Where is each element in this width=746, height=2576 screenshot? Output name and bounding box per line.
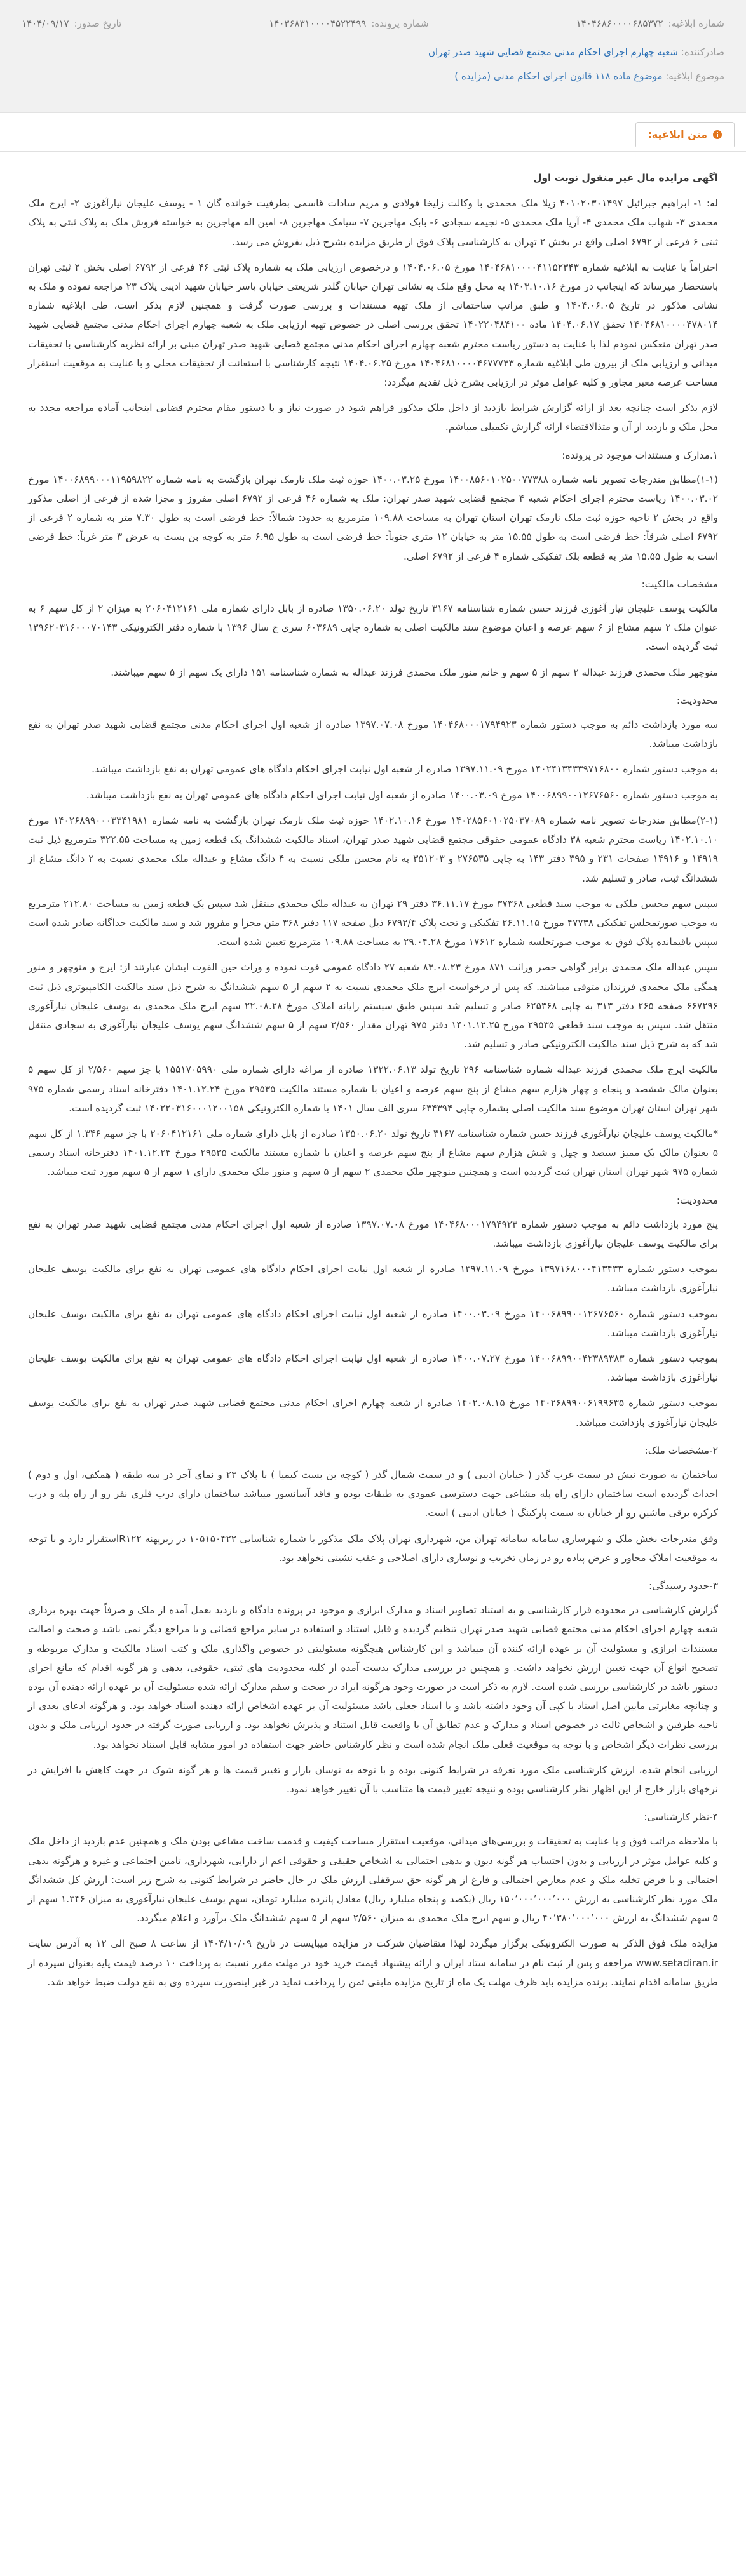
- paragraph: منوچهر ملک محمدی فرزند عبداله ۲ سهم از ۵ سهم و خانم منور ملک محمدی فرزند عبداله به شماره شناسنامه ۱۵۱ دارای یک سهم از ۵ سهم میباشند.: [111, 666, 718, 678]
- tab-notice-text-label: متن ابلاغیه:: [648, 128, 707, 140]
- paragraph: ساختمان به صورت نبش در سمت غرب گذر ( خیابان ادیبی ) و در سمت شمال گذر ( کوچه بن بست کیمیا ) با پلاک ۲۳ و نمای آجر در سه طبقه ( همکف، اول و دوم ) احداث گردیده است ساختمان دارای راه پله مشاعی جهت دسترسی عمودی به طبقات بوده و فاقد آسانسور میباشد ساختمان دارای درب فلزی نفر رو از راه پله و درب کرکره برقی ماشین رو از خیابان به سمت پارکینگ ( خیابان ادیبی ) است.: [28, 1468, 719, 1519]
- case-number-value: ۱۴۰۳۶۸۳۱۰۰۰۰۴۵۲۲۴۹۹: [269, 18, 367, 29]
- notice-header: [0, 0, 746, 113]
- paragraph: بموجب دستور شماره ۱۴۰۰۶۸۹۹۰۰۱۲۶۷۶۵۶۰ مورخ ۱۴۰۰.۰۳.۰۹ صادره از شعبه اول نیابت اجرای احکام دادگاه های عمومی تهران به نفع برای مالکیت یوسف علیجان نیارآغوزی بازداشت میباشد.: [28, 1308, 718, 1339]
- issuer-value: شعبه چهارم اجرای احکام مدنی مجتمع قضایی شهید صدر تهران: [428, 46, 678, 58]
- paragraph: احتراماً با عنایت به ابلاغیه شماره ۱۴۰۴۶۸۱۰۰۰۰۴۱۱۵۲۳۴۳ مورخ ۱۴۰۴.۰۶.۰۵ و درخصوص ارزیابی ملک به شماره پلاک ثبتی ۴۶ فرعی از ۶۷۹۲ اصلی بخش ۲ ثبتی تهران باستحضار میرساند که اینجانب در مورخ ۱۴۰۳.۱۰.۱۶ به محل وقع ملک به نشانی تهران خیابان گلدر شریعتی خیابان یاسر خیابان شهید ادیبی پلاک ۲۳ مراجعه نموده و ملک به نشانی مذکور در تاریخ ۱۴۰۴.۰۶.۰۵ و طبق مراتب ساختمانی از ملک تهیه مستندات و بررسی صورت گرفت و همچنین لازم بذکر است، طی ابلاغیه شماره ۱۴۰۴۶۸۱۰۰۰۰۴۷۸۰۱۴ تحقق ۱۴۰۴.۰۶.۱۷ ماده ۱۴۰۲۲۰۴۸۴۱۰۰ تحقق بررسی اصلی در خصوص تهیه ارزیابی ملک به شعبه چهارم اجرای احکام مدنی مجتمع قضایی شهید صدر تهران منعکس نمودم لذا با عنایت به دستور ریاست محترم شعبه چهارم اجرای احکام مدنی مجتمع قضایی شهید صدر تهران مبنی بر ارائه نظریه کارشناسی با تحقیقات میدانی و ارزیابی ملک از بیرون طی ابلاغیه شماره ۱۴۰۴۶۸۱۰۰۰۰۴۶۷۷۷۳۳ مورخ ۱۴۰۴.۰۶.۲۵ نتیجه کارشناسی با استعانت از تحقیقات محلی و با عنایت به موقعیت استقرار مساحت عرصه معبر مجاور و کلیه عوامل موثر در ارزیابی بشرح ذیل تقدیم میگردد:: [28, 261, 719, 389]
- tab-notice-text[interactable]: [635, 122, 735, 147]
- paragraph: بموجب دستور شماره ۱۴۰۲۶۸۹۹۰۰۶۱۹۹۶۳۵ مورخ ۱۴۰۲.۰۸.۱۵ صادره از شعبه چهارم اجرای احکام مدنی مجتمع قضایی شهید صدر تهران به نفع برای مالکیت یوسف علیجان نیارآغوزی بازداشت میباشد.: [28, 1397, 718, 1428]
- paragraph: سپس سهم محسن ملکی به موجب سند قطعی ۳۷۳۶۸ مورخ ۳۶.۱۱.۱۷ دفتر ۲۹ تهران به عبداله ملک محمدی منتقل شد سپس یک قطعه زمین به مساحت ۲۱۲.۸۰ مترمربع به موجب صورتمجلس تفکیکی ۴۷۷۳۸ مورخ ۲۶.۱۱.۱۵ تفکیکی و تحت پلاک ۶۷۹۲/۴ ذیل صفحه ۱۱۷ دفتر ۳۶۸ متن مجزا و مفروز شد و سند مالکیت جداگانه صادر شده است سپس باقیمانده پلاک فوق به موجب صورتجلسه شماره ۱۷۶۱۲ مورخ ۲۹.۰۴.۲۸ به مساحت ۱۰۹.۸۸ مترمربع تعیین شده است.: [28, 897, 718, 948]
- case-number-label: شماره پرونده:: [371, 18, 429, 29]
- notice-number: [576, 17, 724, 30]
- section-heading: ۴-نظر کارشناسی:: [644, 1811, 718, 1823]
- paragraph: مزایده ملک فوق الذکر به صورت الکترونیکی برگزار میگردد لهذا متقاضیان شرکت در مزایده میبایست در تاریخ ۱۴۰۴/۱۰/۰۹ از ساعت ۸ صبح الی ۱۲ به آدرس سایت www.setadiran.ir مراجعه و پس از ثبت نام در سامانه ستاد ایران و ارائه پیشنهاد قیمت خرید خود در مهلت مقرر نسبت به پرداخت ۱۰ درصد قیمت پایه بعنوان سپرده از طریق سامانه اقدام نمایند. برنده مزایده باید ظرف مهلت یک ماه از تاریخ مزایده مابقی ثمن را پرداخت نماید در غیر اینصورت سپرده وی به نفع دولت ضبط خواهد شد.: [28, 1938, 718, 1988]
- paragraph: له: ۱- ابراهیم جبرائیل ۴۰۱۰۲۰۳۰۱۴۹۷ زیلا ملک محمدی با وکالت زلیخا فولادی و مریم سادات قاسمی بطرفیت خوانده گان ۱ - یوسف علیجان نیارآغوزی ۲- ایرج ملک محمدی ۳- شهاب ملک محمدی ۴- آریا ملک محمدی ۵- نجیمه سجادی ۶- بابک مهاجرین ۷- سیامک مهاجرین ۸- امین اله مهاجرین به خواسته فروش ملک به پلاک ثبتی به پلاک ثبتی ۶ فرعی از ۶۷۹۲ اصلی واقع در بخش ۲ تهران به کارشناسی پلاک فوق از طریق مزایده بشرح ذیل بفروش می رسد.: [28, 198, 719, 248]
- notice-body: [0, 152, 746, 1992]
- paragraph: سه مورد بازداشت دائم به موجب دستور شماره ۱۴۰۴۶۸۰۰۰۱۷۹۴۹۲۳ مورخ ۱۳۹۷.۰۷.۰۸ صادره از شعبه اول اجرای احکام مدنی مجتمع قضایی شهید صدر تهران به نفع بازداشت میباشد.: [28, 719, 718, 750]
- paragraph: *مالکیت یوسف علیجان نیارآغوزی فرزند حسن شماره شناسنامه ۳۱۶۷ تاریخ تولد ۱۳۵۰.۰۶.۲۰ صادره از بابل دارای شماره ملی ۲۰۶۰۴۱۲۱۶۱ با جز سهم ۱.۳۴۶ از کل سهم ۵ بعنوان مالک یک ممیز سیصد و چهل و شش هزارم سهم مشاع از پنج سهم عرصه و اعیان با شماره مستند مالکیت ۲۹۵۳۵ مورخ ۱۴۰۱.۱۲.۲۴ دفترخانه اسناد رسمی شماره ۹۷۵ شهر تهران استان تهران ثبت گردیده است و همچنین منوچهر ملک محمدی ۲ سهم از ۵ سهم و منور ملک محمدی دارای ۱ سهم از ۵ سهم مورد ثبت میباشد.: [28, 1127, 718, 1178]
- issue-date-value: ۱۴۰۴/۰۹/۱۷: [22, 18, 69, 29]
- paragraph: (۲-۱)مطابق مندرجات تصویر نامه شماره ۱۴۰۲۸۵۶۰۱۰۲۵۰۳۷۰۸۹ مورخ ۱۴۰۲.۱۰.۱۶ حوزه ثبت ملک نارمک تهران بازگشت به نامه شماره ۱۴۰۲۶۸۹۹۰۰۰۳۳۴۱۹۸۱ مورخ ۱۴۰۲.۱۰.۱۰ ریاست محترم شعبه ۳۸ دادگاه عمومی حقوقی مجتمع قضایی شهید صدر تهران، اسناد مالکیت ششدانگ یک قطعه زمین به مساحت ۳۲۲.۵۵ مترمربع ذیل ثبت ۱۴۹۱۹ و ۱۴۹۱۶ صفحات ۲۳۱ و ۳۹۵ دفتر ۱۴۳ به چاپی ۲۷۶۵۳۵ و ۳۵۱۲۰۳ به نام محسن ملکی نسبت به ۴ دانگ مشاع و عبداله ملک محمدی نسبت به ۲ دانگ مشاع از ششدانگ ثبت، صادر و تسلیم شد.: [28, 814, 719, 884]
- subject-row: [22, 69, 724, 84]
- issuer-label: صادرکننده:: [681, 46, 724, 58]
- paragraph: بموجب دستور شماره ۱۴۰۰۶۸۹۹۰۰۴۲۳۸۹۳۸۳ مورخ ۱۴۰۰.۰۷.۲۷ صادره از شعبه اول نیابت اجرای احکام دادگاه های عمومی تهران به نفع برای مالکیت یوسف علیجان نیارآغوزی بازداشت میباشد.: [28, 1352, 718, 1384]
- section-heading: ۳-حدود رسیدگی:: [649, 1580, 718, 1592]
- document-info-icon: [712, 130, 722, 140]
- section-tabbar: [0, 113, 746, 152]
- section-heading: ۲-مشخصات ملک:: [644, 1444, 718, 1456]
- subject-value: موضوع ماده ۱۱۸ قانون اجرای احکام مدنی (مزایده ): [454, 70, 663, 82]
- paragraph: سپس عبداله ملک محمدی برابر گواهی حصر وراثت ۸۷۱ مورخ ۸۳.۰۸.۲۳ شعبه ۲۷ دادگاه عمومی فوت نموده و وراث حین الفوت ایشان عبارتند از: ایرج و منوچهر و منور همگی ملک محمدی فرزندان متوفی میباشند. که پس از درخواست ایرج ملک محمدی نسبت به ۲ سهم از ۵ سهم ششدانگ به شرح ذیل سند مالکیت الکامپیوتری ذیل ثبت ۶۶۷۲۹۶ صفحه ۲۶۵ دفتر ۳۱۳ به چاپی ۶۲۵۳۶۸ صادر و تسلیم شد سپس طبق سیستم رایانه املاک مورخ ۲۲.۰۸.۲۸ سهم ایرج ملک محمدی به یوسف علیجان نیارآغوزی منتقل شد. سپس به موجب سند قطعی ۲۹۵۳۵ مورخ ۱۴۰۱.۱۲.۲۵ دفتر ۹۷۵ تهران مقدار ۲/۵۶۰ سهم از ۵ سهم ششدانگ سهم یوسف علیجان نیارآغوزی به سجادی منتقل شد که به شرح ذیل سند مالکیت الکترونیکی صادر و تسلیم شد.: [28, 962, 719, 1050]
- paragraph: مالکیت ایرج ملک محمدی فرزند عبداله شماره شناسنامه ۲۹۶ تاریخ تولد ۱۳۲۲.۰۶.۱۳ صادره از مراغه دارای شماره ملی ۱۵۵۱۷۰۵۹۹۰ با جز سهم ۲/۵۶۰ از کل سهم ۵ بعنوان مالک ششصد و پنجاه و چهار هزارم سهم مشاع از پنج سهم عرصه و اعیان با شماره مستند مالکیت ۲۹۵۳۵ مورخ ۱۴۰۱.۱۲.۲۴ دفترخانه اسناد رسمی شماره ۹۷۵ شهر تهران استان تهران موضوع سند مالکیت اصلی بشماره چاپی ۶۳۴۳۹۴ سری الف سال ۱۴۰۱ با شماره الکترونیکی ۱۴۰۲۲۰۳۱۶۰۰۰۱۲۰۰۱۵۸ ثبت گردیده است.: [28, 1064, 719, 1114]
- case-number: [269, 17, 428, 30]
- subject-label: موضوع ابلاغیه:: [665, 70, 724, 82]
- header-meta-row: [22, 17, 724, 30]
- notice-number-label: شماره ابلاغیه:: [668, 18, 724, 29]
- issue-date: [22, 17, 121, 30]
- issuer-row: [22, 44, 724, 60]
- paragraph: گزارش کارشناسی در محدوده قرار کارشناسی و به استناد تصاویر اسناد و مدارک ابرازی و موجود در پرونده دادگاه و بازدید بعمل آمده از ملک و صرفاً جهت بهره برداری شعبه چهارم اجرای احکام مدنی مجتمع قضایی شهید صدر تهران تنظیم گردیده و قابل استناد و استفاده در سایر مراجع قضائی و یا مراجع دیگر نمی باشد و صحت و اصالت مستندات ابرازی و مسئولیت آن بر عهده ارائه کننده آن میباشد و این کارشناس هیچگونه مسئولیتی در خصوص واگذاری ملک و کتب اسناد مالکیت و مدارک مربوطه و تصحیح انواع آن جهت تعیین ارزش نخواهد داشت. و همچنین در بررسی مدارک بدست آمده از کلیه محدودیت های ثبتی، حقوقی، بدهی و هر گونه اقدام که مانع اجرای دستور باشد در کارشناسی بررسی شده است. لازم به ذکر است در صورت وجود هرگونه ایراد در صحت و سقم مدارک ارائه شده مسئولیت آن بر عهده ارائه دهنده آن بوده و چنانچه مغایرتی مابین اصل اسناد با کپی آن وجود داشته باشد و یا اسناد جعلی باشد مسئولیت آن بر عهده اشخاص ارائه دهنده اسناد خواهد بود. و هرگونه ادعای بعدی از ناحیه طرفین و اشخاص ثالث در خصوص اسناد و مدارک و عدم تطابق آن با واقعیت قابل استناد و پذیرش نخواهد بود. و ارزیابی صورت گرفته در حدود ارزیابی ملک و بدون بررسی نظرات دیگر اشخاص و با توجه به موقعیت فعلی ملک انجام شده است و نظر کارشناس حاضر جهت استفاده در امور مشابه قابل استناد نخواهد بود.: [28, 1604, 718, 1750]
- paragraph: پنج مورد بازداشت دائم به موجب دستور شماره ۱۴۰۴۶۸۰۰۰۱۷۹۴۹۲۳ مورخ ۱۳۹۷.۰۷.۰۸ صادره از شعبه اول اجرای احکام مدنی مجتمع قضایی شهید صدر تهران به نفع برای مالکیت یوسف علیجان نیارآغوزی بازداشت میباشد.: [28, 1218, 718, 1249]
- notice-number-value: ۱۴۰۴۶۸۶۰۰۰۰۶۸۵۳۷۲: [576, 18, 663, 29]
- paragraph: لازم بذکر است چنانچه بعد از ارائه گزارش شرایط بازدید از داخل ملک مذکور فراهم شود در صورت نیاز و با دستور مقام محترم قضایی اینجانب آماده مراجعه مجدد به محل ملک و بازدید از آن و متذالاقتضاء ارائه گزارش تکمیلی میباشم.: [28, 402, 718, 433]
- section-heading: ۱.مدارک و مستندات موجود در پرونده:: [562, 449, 718, 461]
- paragraph: مالکیت یوسف علیجان نیار آغوزی فرزند حسن شماره شناسنامه ۳۱۶۷ تاریخ تولد ۱۳۵۰.۰۶.۲۰ صادره از بابل دارای شماره ملی ۲۰۶۰۴۱۲۱۶۱ به میزان ۲ از کل سهم ۶ به عنوان ملک ۲ سهم مشاع از ۶ سهم عرصه و اعیان موضوع سند مالکیت اصلی به شماره چاپی ۶۰۳۶۸۹ سری ج سال ۱۳۹۶ با شماره دفتر الکترونیکی ۱۳۹۶۲۰۳۱۶۰۰۰۷۰۱۴۳ ثبت گردیده است.: [28, 603, 718, 653]
- paragraph: (۱-۱)مطابق مندرجات تصویر نامه شماره ۱۴۰۰۸۵۶۰۱۰۲۵۰۰۷۷۳۸۸ مورخ ۱۴۰۰.۰۳.۲۵ حوزه ثبت ملک نارمک تهران بازگشت به نامه شماره ۱۴۰۰۶۸۹۹۰۰۰۱۱۹۵۹۸۲۲ مورخ ۱۴۰۰.۰۳.۰۲ ریاست محترم اجرای احکام شعبه ۴ مجتمع قضایی شهید صدر تهران: ملک به شماره ۴۶ فرعی از ۶۷۹۲ اصلی مفروز و مجزا شده از فرعی از اصلی مذکور واقع در بخش ۲ ناحیه حوزه ثبت ملک نارمک تهران استان تهران به مساحت ۱۰۹.۸۸ مترمربع به حدود: شمالاً: خط فرضی است به طول ۷.۳۰ متر به شماره ۲ فرعی از ۶۷۹۲ اصلی شرقاً: خط فرضی است به طول ۱۵.۵۵ متر به خیابان ۱۲ متری جنوباً: خط فرضی است به طول ۶.۹۵ متر به کوچه بن بست به عرض ۳ متر غرباً: خط فرضی است به طول ۱۵.۵۵ متر به قطعه بلک تفکیکی شماره ۴ فرعی از ۶۷۹۲ اصلی.: [28, 473, 719, 562]
- paragraph: وفق مندرجات بخش ملک و شهرسازی سامانه سامانه تهران من، شهرداری تهران پلاک ملک مذکور با شماره شناسایی ۱۰۵۱۵۰۴۲۲ در زیرپهنه R۱۲۲استقرار دارد و با توجه به موقعیت املاک مجاور و عرض پیاده رو در زمان تخریب و نوسازی دارای اصلاحی و عقب نشینی نخواهد بود.: [28, 1533, 718, 1564]
- section-heading: محدودیت:: [676, 694, 718, 706]
- section-heading: مشخصات مالکیت:: [641, 578, 718, 590]
- issue-date-label: تاریخ صدور:: [74, 18, 122, 29]
- paragraph: ارزیابی انجام شده، ارزش کارشناسی ملک مورد تعرفه در شرایط کنونی بوده و با توجه به نوسان بازار و تغییر قیمت ها و هر گونه شوک در جهت کاهش یا افزایش در نرخهای بازار خارج از این اظهار نظر کارشناسی بوده و نتیجه تغییر قیمت ها متناسب با آن تغییر خواهد نمود.: [28, 1764, 718, 1795]
- paragraph: با ملاحظه مراتب فوق و با عنایت به تحقیقات و بررسی‌های میدانی، موقعیت استقرار مساحت کیفیت و قدمت ساخت مشاعی بودن ملک و همچنین عدم بازدید از داخل ملک و کلیه عوامل موثر در ارزیابی و بدون احتساب هر گونه دیون و بدهی احتمالی به اشخاص حقیقی و حقوقی اعم از دارایی، شهرداری، تامین اجتماعی و غیره و هرگونه بدهی احتمالی و با فرض تخلیه ملک و عدم معارض احتمالی و فارغ از هر گونه حق سرقفلی ارزش ملک در حال حاضر در شرایط کنونی به شرح زیر است: ارزش کل ششدانگ ملک مورد نظر کارشناسی به ارزش ۱۵۰٬۰۰۰٬۰۰۰٬۰۰۰ ریال (یکصد و پنجاه میلیارد ریال) معادل پانزده میلیارد تومان، سهم یوسف علیجان نیارآغوزی به میزان ۱.۳۴۶ سهم از ۵ سهم ششدانگ به ارزش ۴۰٬۳۸۰٬۰۰۰٬۰۰۰ ریال و سهم ایرج ملک محمدی به میزان ۲/۵۶۰ سهم از ۵ سهم ششدانگ ملک برآورد و اعلام میگردد.: [28, 1835, 718, 1924]
- notice-title: اگهی مزایده مال غیر منقول نوبت اول: [533, 172, 718, 184]
- paragraph: به موجب دستور شماره ۱۴۰۲۴۱۳۴۳۳۹۷۱۶۸۰۰ مورخ ۱۳۹۷.۱۱.۰۹ صادره از شعبه اول نیابت اجرای احکام دادگاه های عمومی تهران به نفع بازداشت میباشد.: [92, 763, 718, 775]
- paragraph: بموجب دستور شماره ۱۳۹۷۱۶۸۰۰۰۴۱۳۴۳۳ مورخ ۱۳۹۷.۱۱.۰۹ صادره از شعبه اول نیابت اجرای احکام دادگاه های عمومی تهران به نفع برای مالکیت یوسف علیجان نیارآغوزی بازداشت میباشد.: [28, 1263, 718, 1294]
- paragraph: به موجب دستور شماره ۱۴۰۰۶۸۹۹۰۰۱۲۶۷۶۵۶۰ مورخ ۱۴۰۰.۰۳.۰۹ صادره از شعبه اول نیابت اجرای احکام دادگاه های عمومی تهران به نفع بازداشت میباشد.: [86, 789, 718, 801]
- section-heading: محدودیت:: [676, 1194, 718, 1206]
